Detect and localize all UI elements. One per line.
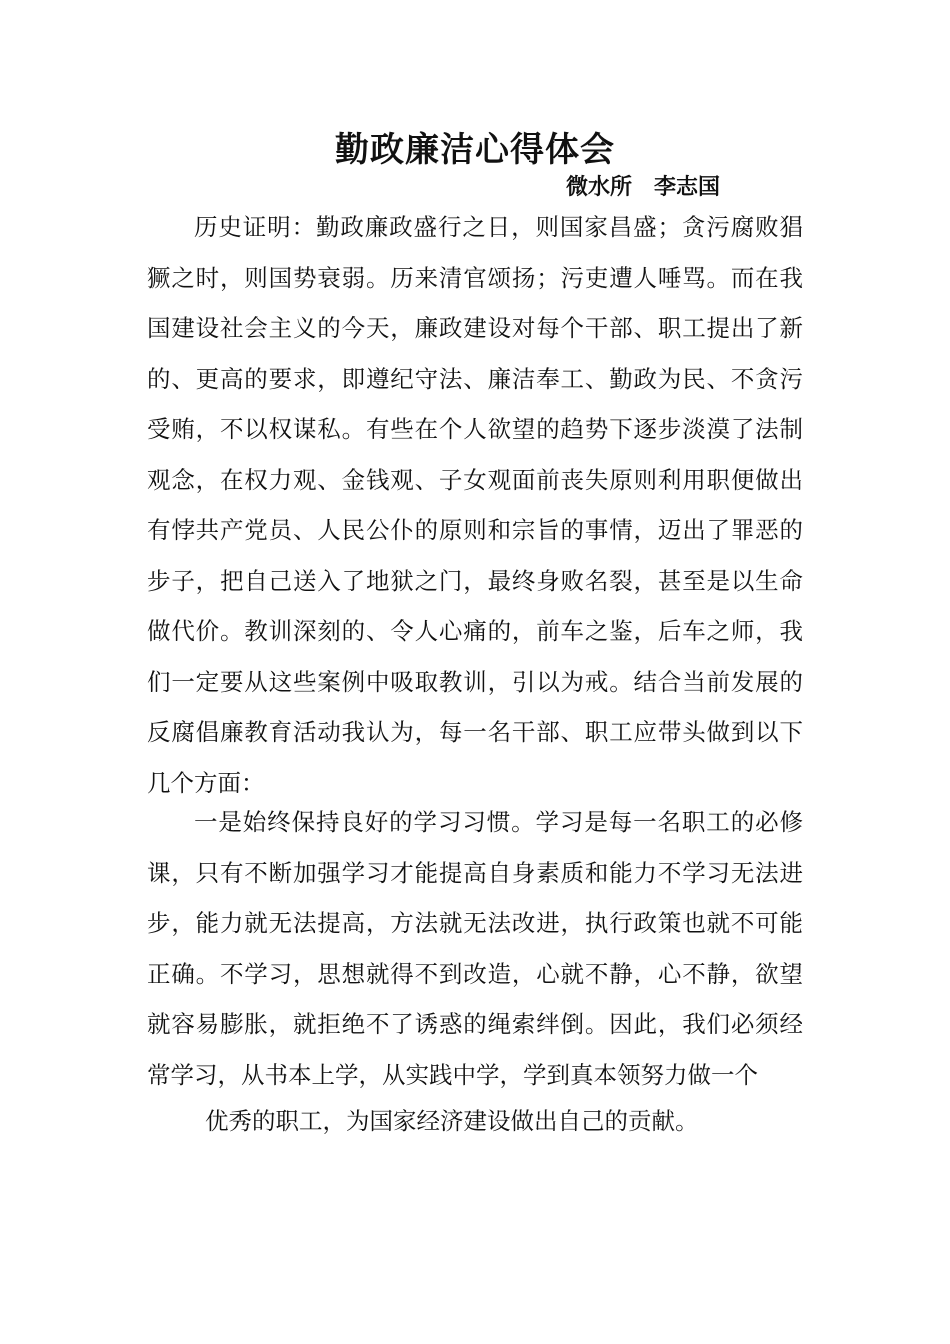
closing-line: 优秀的职工，为国家经济建设做出自己的贡献。 xyxy=(205,1107,699,1135)
paragraph-intro: 历史证明：勤政廉政盛行之日，则国家昌盛；贪污腐败猖獗之时，则国势衰弱。历来清官颂扬；污吏遭人唾骂。而在我国建设社会主义的今天，廉政建设对每个干部、职工提出了新的、更高的要求，即遵纪守法、廉洁奉工、勤政为民、不贪污受贿，不以权谋私。有些在个人欲望的趋势下逐步淡漠了法制观念，在权力观、金钱观、子女观面前丧失原则利用职便做出有悖共产党员、人民公仆的原则和宗旨的事情，迈出了罪恶的步子，把自己送入了地狱之门，最终身败名裂，甚至是以生命做代价。教训深刻的、令人心痛的，前车之鉴，后车之师，我们一定要从这些案例中吸取教训，引以为戒。结合当前发展的反腐倡廉教育活动我认为，每一名干部、职工应带头做到以下几个方面： xyxy=(147,213,803,797)
paragraph-point-one: 一是始终保持良好的学习习惯。学习是每一名职工的必修课，只有不断加强学习才能提高自身素质和能力不学习无法进步，能力就无法提高，方法就无法改进，执行政策也就不可能正确。不学习，思想就得不到改造，心就不静，心不静，欲望就容易膨胀，就拒绝不了诱惑的绳索绊倒。因此，我们必须经常学习，从书本上学，从实践中学，学到真本领努力做一个 xyxy=(147,808,803,1089)
page-title: 勤政廉洁心得体会 xyxy=(335,130,615,170)
author-line: 微水所 李志国 xyxy=(566,174,721,200)
